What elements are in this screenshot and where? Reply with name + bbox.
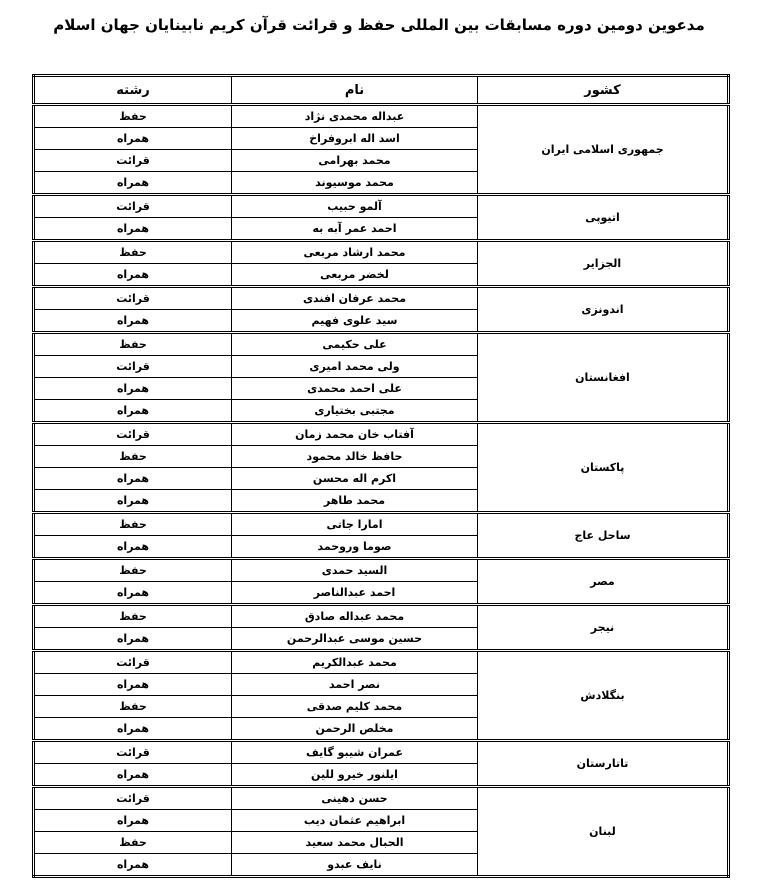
field-cell: همراه xyxy=(34,490,232,513)
country-cell: نیجر xyxy=(478,605,729,651)
header-country: کشور xyxy=(478,76,729,105)
field-cell: همراه xyxy=(34,854,232,877)
name-cell: عبداله محمدی نژاد xyxy=(232,105,478,128)
header-name: نام xyxy=(232,76,478,105)
country-cell: الجزایر xyxy=(478,241,729,287)
name-cell: محمد موسیوند xyxy=(232,172,478,195)
field-cell: قرائت xyxy=(34,741,232,764)
table-header-row xyxy=(34,76,729,105)
name-cell: محمد عبداله صادق xyxy=(232,605,478,628)
country-cell: بنگلادش xyxy=(478,651,729,741)
name-cell: محمد ارشاد مربعی xyxy=(232,241,478,264)
field-cell: همراه xyxy=(34,264,232,287)
field-cell: حفظ xyxy=(34,446,232,468)
field-cell: قرائت xyxy=(34,287,232,310)
table-row xyxy=(34,423,729,446)
table-row xyxy=(34,241,729,264)
name-cell: علی احمد محمدی xyxy=(232,378,478,400)
field-cell: همراه xyxy=(34,172,232,195)
name-cell: مخلص الرحمن xyxy=(232,718,478,741)
field-cell: همراه xyxy=(34,468,232,490)
field-cell: حفظ xyxy=(34,241,232,264)
name-cell: السید حمدی xyxy=(232,559,478,582)
country-cell: اندونزی xyxy=(478,287,729,333)
field-cell: همراه xyxy=(34,810,232,832)
name-cell: حافظ خالد محمود xyxy=(232,446,478,468)
name-cell: لخضر مربعی xyxy=(232,264,478,287)
name-cell: محمد بهرامی xyxy=(232,150,478,172)
field-cell: همراه xyxy=(34,628,232,651)
field-cell: همراه xyxy=(34,718,232,741)
name-cell: ایلنور خیرو للین xyxy=(232,764,478,787)
name-cell: مجتبی بختیاری xyxy=(232,400,478,423)
table-row xyxy=(34,741,729,764)
country-cell: ساحل عاج xyxy=(478,513,729,559)
field-cell: حفظ xyxy=(34,105,232,128)
table-row xyxy=(34,605,729,628)
field-cell: قرائت xyxy=(34,356,232,378)
table-row xyxy=(34,513,729,536)
field-cell: قرائت xyxy=(34,787,232,810)
name-cell: محمد کلیم صدقی xyxy=(232,696,478,718)
field-cell: قرائت xyxy=(34,195,232,218)
name-cell: آفتاب خان محمد زمان xyxy=(232,423,478,446)
table-row xyxy=(34,333,729,356)
field-cell: همراه xyxy=(34,400,232,423)
header-field: رشته xyxy=(34,76,232,105)
field-cell: حفظ xyxy=(34,832,232,854)
name-cell: اکرم اله محسن xyxy=(232,468,478,490)
field-cell: حفظ xyxy=(34,559,232,582)
country-cell: افغانستان xyxy=(478,333,729,423)
name-cell: حسن دهینی xyxy=(232,787,478,810)
table-row xyxy=(34,105,729,128)
field-cell: قرائت xyxy=(34,651,232,674)
name-cell: علی حکیمی xyxy=(232,333,478,356)
country-cell: مصر xyxy=(478,559,729,605)
field-cell: حفظ xyxy=(34,513,232,536)
field-cell: همراه xyxy=(34,310,232,333)
country-cell: لبنان xyxy=(478,787,729,877)
table-row xyxy=(34,195,729,218)
country-cell: تاتارستان xyxy=(478,741,729,787)
field-cell: همراه xyxy=(34,378,232,400)
name-cell: محمد عرفان افندی xyxy=(232,287,478,310)
name-cell: محمد عبدالکریم xyxy=(232,651,478,674)
field-cell: همراه xyxy=(34,764,232,787)
name-cell: ابراهیم عثمان دیب xyxy=(232,810,478,832)
field-cell: همراه xyxy=(34,128,232,150)
field-cell: همراه xyxy=(34,582,232,605)
name-cell: احمد عبدالناصر xyxy=(232,582,478,605)
table-row xyxy=(34,651,729,674)
country-cell: اتیوپی xyxy=(478,195,729,241)
field-cell: همراه xyxy=(34,536,232,559)
field-cell: همراه xyxy=(34,218,232,241)
table-row xyxy=(34,559,729,582)
name-cell: نصر احمد xyxy=(232,674,478,696)
field-cell: همراه xyxy=(34,674,232,696)
field-cell: قرائت xyxy=(34,150,232,172)
name-cell: آلمو حبیب xyxy=(232,195,478,218)
field-cell: حفظ xyxy=(34,696,232,718)
table-row xyxy=(34,287,729,310)
name-cell: احمد عمر آبه به xyxy=(232,218,478,241)
name-cell: امارا جاتی xyxy=(232,513,478,536)
table-row xyxy=(34,787,729,810)
name-cell: ولی محمد امیری xyxy=(232,356,478,378)
name-cell: الحبال محمد سعید xyxy=(232,832,478,854)
invitees-table xyxy=(32,74,730,878)
country-cell: جمهوری اسلامی ایران xyxy=(478,105,729,195)
country-cell: پاکستان xyxy=(478,423,729,513)
name-cell: عمران شیبو گایف xyxy=(232,741,478,764)
name-cell: محمد طاهر xyxy=(232,490,478,513)
name-cell: اسد اله ابروفراخ xyxy=(232,128,478,150)
field-cell: قرائت xyxy=(34,423,232,446)
page-title: مدعوین دومین دوره مسابقات بین المللی حفظ و قرائت قرآن کریم نابینایان جهان اسلام xyxy=(53,16,705,34)
name-cell: نایف عبدو xyxy=(232,854,478,877)
field-cell: حفظ xyxy=(34,333,232,356)
name-cell: سید علوی فهیم xyxy=(232,310,478,333)
field-cell: حفظ xyxy=(34,605,232,628)
name-cell: حسین موسی عبدالرحمن xyxy=(232,628,478,651)
name-cell: صوما وروحمد xyxy=(232,536,478,559)
